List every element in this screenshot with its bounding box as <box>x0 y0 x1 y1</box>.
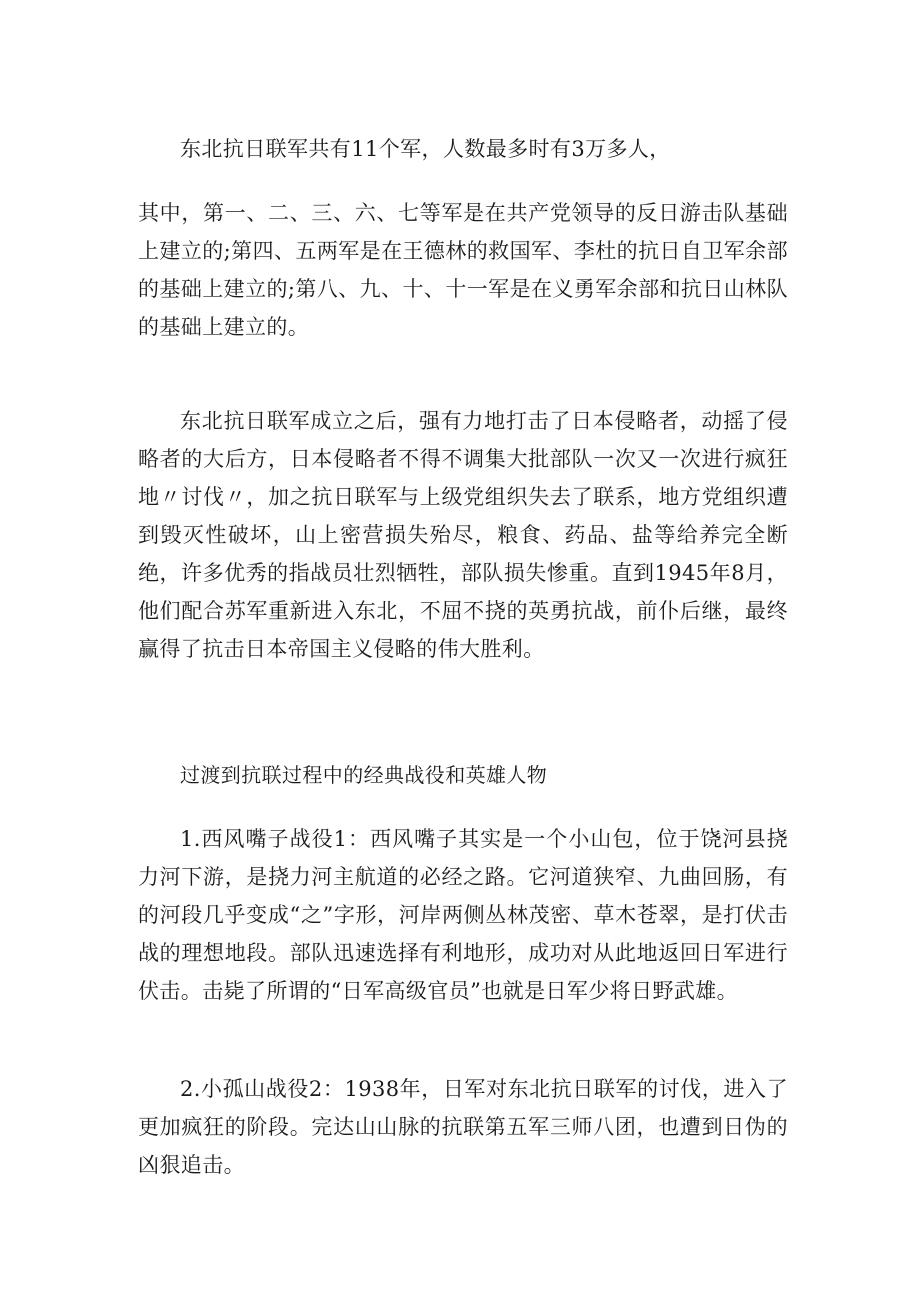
paragraph-army-origins: 其中，第一、二、三、六、七等军是在共产党领导的反日游击队基础上建立的;第四、五两军是在王德林的救国军、李杜的抗日自卫军余部的基础上建立的;第八、九、十、十一军是在义勇军余部和抗日山林队的基础上建立的。 <box>138 201 788 339</box>
paragraph-xifengzuizi: 1.西风嘴子战役1：西风嘴子其实是一个小山包，位于饶河县挠力河下游，是挠力河主航道的必经之路。它河道狭窄、九曲回肠，有的河段几乎变成“之”字形，河岸两侧丛林茂密、草木苍翠，是打伏击战的理想地段。部队迅速选择有利地形，成功对从此地返回日军进行伏击。击毙了所谓的“日军高级官员”也就是日军少将日野武雄。 <box>138 827 788 1003</box>
paragraph-resistance: 东北抗日联军成立之后，强有力地打击了日本侵略者，动摇了侵略者的大后方，日本侵略者不得不调集大批部队一次又一次进行疯狂地〃讨伐〃，加之抗日联军与上级党组织失去了联系，地方党组织遭到毁灭性破坏，山上密营损失殆尽，粮食、药品、盐等给养完全断绝，许多优秀的指战员壮烈牺牲，部队损失惨重。直到1945年8月，他们配合苏军重新进入东北，不屈不挠的英勇抗战，前仆后继，最终赢得了抗击日本帝国主义侵略的伟大胜利。 <box>138 409 788 661</box>
paragraph-xiaogushan: 2.小孤山战役2：1938年，日军对东北抗日联军的讨伐，进入了更加疯狂的阶段。完达山山脉的抗联第五军三师八团，也遭到日伪的凶狠追击。 <box>138 1077 788 1177</box>
section-heading: 过渡到抗联过程中的经典战役和英雄人物 <box>180 763 548 787</box>
paragraph-intro: 东北抗日联军共有11个军，人数最多时有3万多人， <box>180 137 671 161</box>
